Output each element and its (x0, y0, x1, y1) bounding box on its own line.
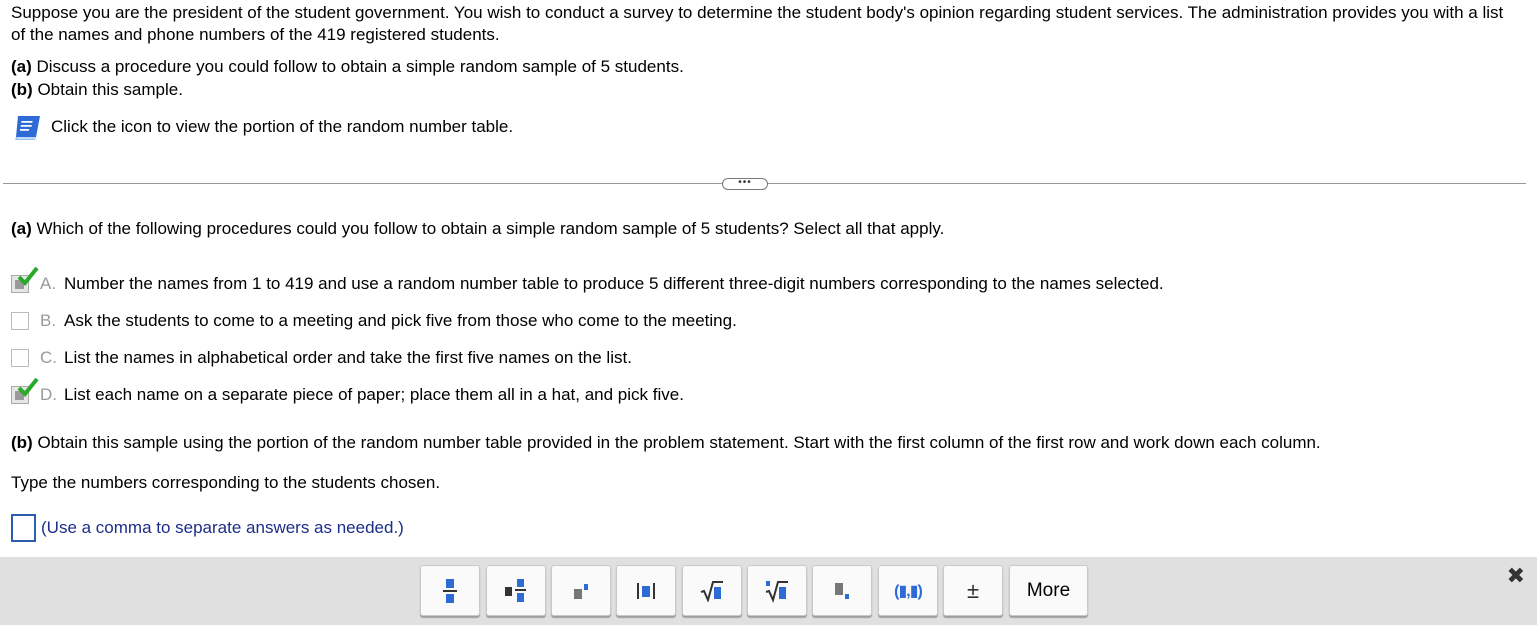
answer-input[interactable] (11, 514, 36, 542)
exponent-icon (571, 581, 591, 601)
more-button[interactable]: More (1009, 565, 1088, 616)
subscript-icon (832, 580, 852, 602)
choice-b-text: Ask the students to come to a meeting and pick five from those who come to the meeting. (64, 311, 737, 330)
choice-d-text: List each name on a separate piece of paper; place them all in a hat, and pick five. (64, 385, 684, 404)
choice-b-checkbox[interactable] (11, 312, 29, 330)
answer-row (11, 514, 404, 542)
nth-root-button[interactable] (747, 565, 807, 616)
plus-minus-icon: ± (966, 577, 980, 603)
question-b-label: (b) (11, 433, 33, 452)
question-a (11, 219, 944, 239)
plus-minus-button[interactable] (943, 565, 1003, 616)
choice-c-checkbox[interactable] (11, 349, 29, 367)
checkmark-icon (17, 266, 39, 286)
choice-a[interactable] (11, 273, 1164, 295)
problem-intro: Suppose you are the president of the student government. You wish to conduct a survey to determine the student body's opinion regarding student services. The administration provides you with a list of the names and phone numbers of the 419 registered students. (11, 3, 1504, 44)
book-icon[interactable] (13, 113, 43, 141)
absolute-value-icon (635, 580, 657, 602)
choice-c-text: List the names in alphabetical order and take the first five names on the list. (64, 348, 632, 367)
choice-b[interactable] (11, 310, 737, 332)
choice-c-letter: C. (40, 348, 57, 367)
problem-part-a (11, 55, 1521, 78)
fraction-button[interactable] (420, 565, 480, 616)
part-a-label: (a) (11, 57, 32, 76)
math-toolbar (0, 557, 1537, 625)
fraction-icon (440, 578, 460, 604)
choice-a-letter: A. (40, 274, 57, 293)
exponent-button[interactable] (551, 565, 611, 616)
square-root-button[interactable] (682, 565, 742, 616)
question-a-label: (a) (11, 219, 32, 238)
nth-root-icon (765, 579, 789, 603)
mixed-number-button[interactable] (486, 565, 546, 616)
choice-c[interactable] (11, 347, 632, 369)
random-number-table-link (13, 113, 513, 141)
part-a-text: Discuss a procedure you could follow to obtain a simple random sample of 5 students. (31, 57, 684, 76)
choice-d[interactable] (11, 384, 684, 406)
square-root-icon (700, 580, 724, 602)
choice-b-letter: B. (40, 311, 57, 330)
choice-d-letter: D. (40, 385, 57, 404)
subscript-button[interactable] (812, 565, 872, 616)
table-link-text: Click the icon to view the portion of the random number table. (51, 117, 514, 136)
choice-a-text: Number the names from 1 to 419 and use a random number table to produce 5 different three-digit numbers corresponding to the names selected. (64, 274, 1164, 293)
part-b-label: (b) (11, 80, 33, 99)
close-icon[interactable]: ✖ (1506, 563, 1525, 588)
problem-statement (11, 2, 1521, 101)
answer-instruction: Type the numbers corresponding to the students chosen. (11, 473, 441, 492)
ordered-pair-button[interactable] (878, 565, 938, 616)
ordered-pair-icon: (▮,▮) (894, 582, 922, 600)
absolute-value-button[interactable] (616, 565, 676, 616)
question-a-text: Which of the following procedures could you follow to obtain a simple random sample of 5 students? Select all that apply. (31, 219, 945, 238)
expand-collapse-button[interactable]: ••• (722, 178, 768, 190)
problem-part-b (11, 78, 1521, 101)
part-b-text: Obtain this sample. (32, 80, 183, 99)
question-b (11, 433, 1321, 453)
question-b-text: Obtain this sample using the portion of the random number table provided in the problem statement. Start with the first column of the first row and work down each column. (32, 433, 1321, 452)
checkmark-icon (17, 377, 39, 397)
choice-d-checkbox[interactable] (11, 386, 29, 404)
answer-hint: (Use a comma to separate answers as needed.) (41, 518, 404, 537)
choice-a-checkbox[interactable] (11, 275, 29, 293)
mixed-number-icon (504, 578, 528, 604)
